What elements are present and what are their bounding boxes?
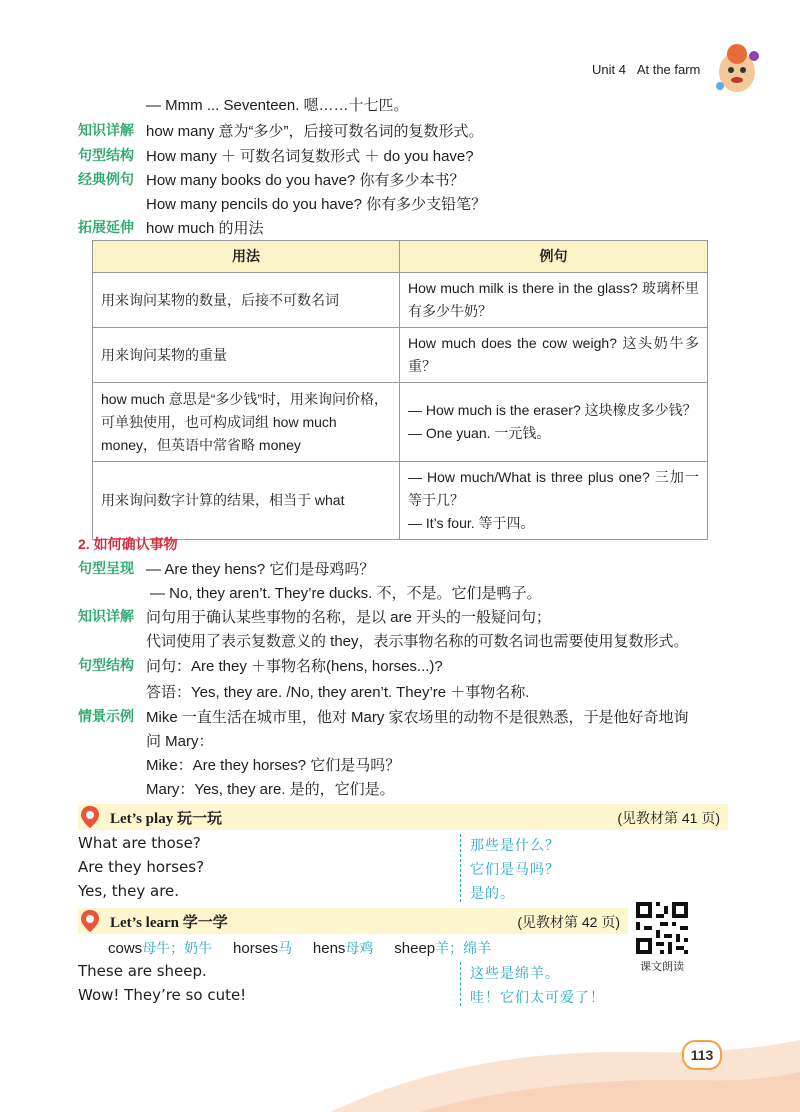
play-en-2: Are they horses?: [78, 858, 205, 876]
example-books: How many books do you have? 你有多少本书？: [146, 172, 465, 189]
tag-structure: 句型结构: [78, 147, 134, 163]
location-pin-icon: [78, 805, 102, 829]
footer-decoration: [0, 1010, 800, 1112]
vocab-meaning: 羊；绵羊: [435, 940, 492, 956]
learn-en-1: These are sheep.: [78, 962, 207, 980]
learn-cn-1: 这些是绵羊。: [470, 965, 560, 981]
vocab-word: sheep: [394, 940, 436, 957]
knowledge-line-2: 代词使用了表示复数意义的 they，表示事物名称的可数名词也需要使用复数形式。: [146, 633, 689, 650]
lets-learn-banner: [78, 908, 628, 934]
learn-cn-2: 哇！它们太可爱了！: [470, 989, 605, 1005]
scenario-line-2: 问 Mary：: [146, 733, 214, 750]
divider: [460, 834, 461, 902]
lets-play-banner: [78, 804, 728, 830]
unit-header: Unit 4 At the farm: [592, 62, 701, 77]
lets-learn-ref: (见教材第 42 页): [517, 914, 620, 930]
vocab-meaning: 母鸡: [345, 940, 374, 956]
section-title: 2. 如何确认事物: [78, 536, 178, 552]
scenario-line-1: Mike 一直生活在城市里，他对 Mary 家农场里的动物不是很熟悉，于是他好奇地询: [146, 709, 689, 726]
vocab-meaning: 母牛；奶牛: [142, 940, 213, 956]
lets-play-ref: (见教材第 41 页): [617, 810, 720, 826]
divider: [460, 962, 461, 1006]
tag-extension: 拓展延伸: [78, 219, 134, 235]
vocab-word: cows: [108, 940, 143, 957]
pattern-question: — Are they hens? 它们是母鸡吗？: [146, 561, 375, 578]
table-header-usage: 用法: [93, 241, 400, 273]
table-cell-usage: 用来询问数字计算的结果，相当于 what: [93, 462, 400, 540]
vocab-list: [108, 938, 491, 958]
example-pencils: How many pencils do you have? 你有多少支铅笔？: [146, 196, 487, 213]
table-cell-usage: 用来询问某物的重量: [93, 328, 400, 383]
table-row: [93, 383, 708, 462]
vocab-word: hens: [312, 940, 346, 957]
scenario-mary: Mary：Yes, they are. 是的，它们是。: [146, 781, 395, 798]
how-much-usage-table: [92, 240, 708, 540]
table-cell-example: [400, 383, 708, 462]
example-question: — How much is the eraser? 这块橡皮多少钱？: [408, 402, 697, 418]
learn-en-2: Wow! They’re so cute!: [78, 986, 247, 1004]
table-row: [93, 462, 708, 540]
play-cn-3: 是的。: [470, 885, 515, 901]
pattern-answer: — No, they aren’t. They’re ducks. 不，不是。它们是鸭子。: [150, 585, 542, 602]
vocab-meaning: 马: [278, 940, 293, 956]
table-cell-example: How much does the cow weigh? 这头奶牛多重？: [400, 328, 708, 383]
table-cell-example: [400, 462, 708, 540]
page-number: 113: [682, 1040, 722, 1070]
tag-pattern: 句型呈现: [78, 560, 134, 576]
play-en-3: Yes, they are.: [78, 882, 180, 900]
lets-learn-title: Let’s learn 学一学: [110, 915, 228, 931]
play-cn-2: 它们是马吗？: [470, 861, 560, 877]
vocab-word: horses: [233, 940, 279, 957]
scenario-mike: Mike：Are they horses? 它们是马吗？: [146, 757, 401, 774]
how-many-meaning: how many 意为“多少”，后接可数名词的复数形式。: [146, 123, 484, 140]
lets-play-title: Let’s play 玩一玩: [110, 811, 222, 827]
structure-answer: 答语：Yes, they are. /No, they aren’t. They’re ＋事物名称.: [146, 684, 530, 701]
tag-knowledge-2: 知识详解: [78, 608, 134, 624]
table-row: [93, 328, 708, 383]
how-much-usage-title: how much 的用法: [146, 220, 264, 237]
example-answer: — It’s four. 等于四。: [408, 515, 535, 531]
play-cn-1: 那些是什么？: [470, 837, 560, 853]
location-pin-icon: [78, 909, 102, 933]
tag-structure-2: 句型结构: [78, 657, 134, 673]
tag-knowledge: 知识详解: [78, 122, 134, 138]
how-many-structure: How many ＋ 可数名词复数形式 ＋ do you have?: [146, 148, 474, 165]
tag-scenario: 情景示例: [78, 708, 134, 724]
table-cell-usage: 用来询问某物的数量，后接不可数名词: [93, 273, 400, 328]
table-header-example: 例句: [400, 241, 708, 273]
table-row: [93, 273, 708, 328]
mascot-icon: [712, 42, 762, 94]
tag-examples: 经典例句: [78, 171, 134, 187]
table-cell-usage: how much 意思是“多少钱”时，用来询问价格，可单独使用，也可构成词组 how much money，但英语中常省略 money: [93, 383, 400, 462]
table-cell-example: How much milk is there in the glass? 玻璃杯里有多少牛奶？: [400, 273, 708, 328]
example-answer: — One yuan. 一元钱。: [408, 425, 551, 441]
intro-line: — Mmm ... Seventeen. 嗯……十七匹。: [146, 97, 409, 114]
qr-label: 课文朗读: [640, 961, 684, 973]
knowledge-line-1: 问句用于确认某些事物的名称，是以 are 开头的一般疑问句；: [146, 609, 552, 626]
structure-question: 问句：Are they ＋事物名称(hens, horses...)?: [146, 658, 443, 675]
play-en-1: What are those?: [78, 834, 201, 852]
qr-code-icon[interactable]: [636, 902, 688, 954]
example-question: — How much/What is three plus one? 三加一等于几？: [408, 469, 699, 508]
